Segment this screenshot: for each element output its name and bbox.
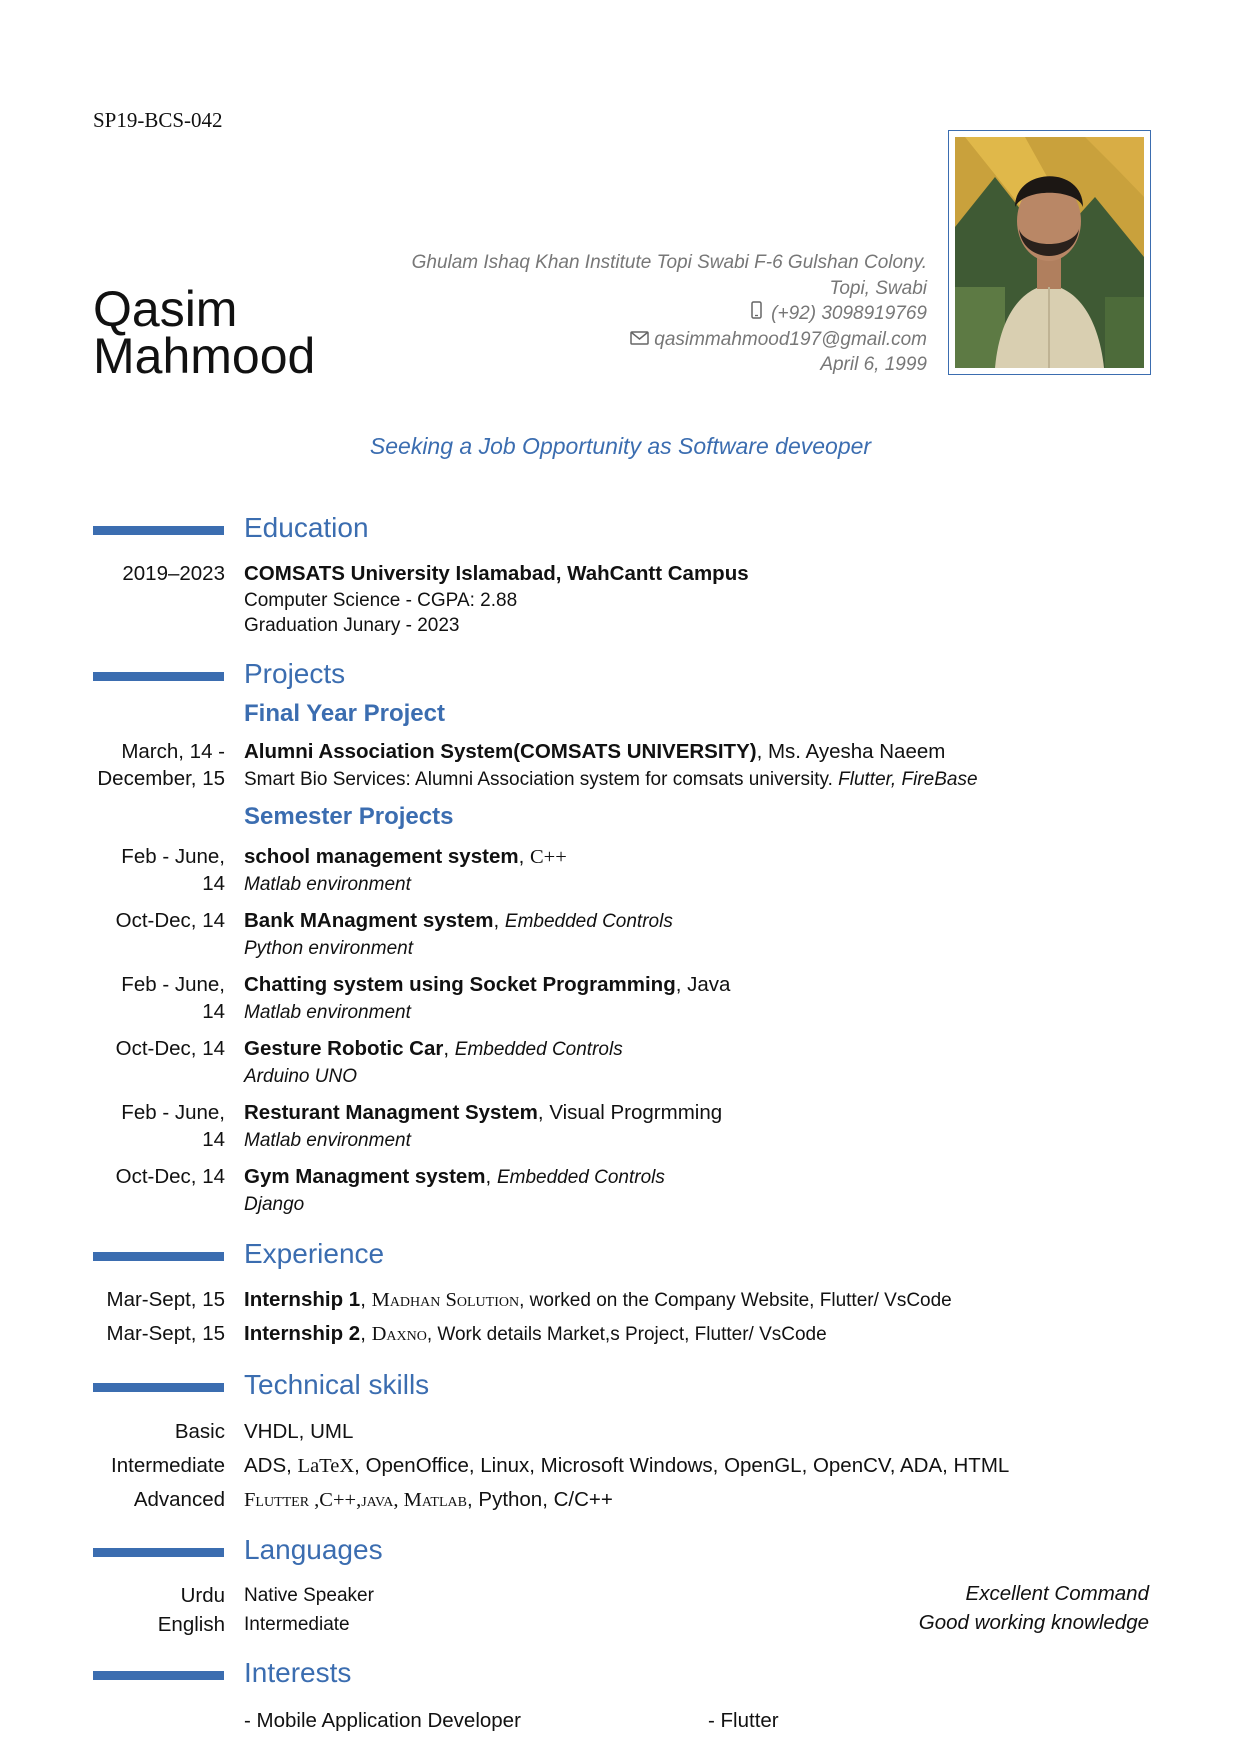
phone-row: [307, 301, 927, 327]
fyp-title-row: [244, 738, 945, 765]
project-name: school management system: [244, 845, 519, 868]
project-env: Matlab environment: [244, 1002, 411, 1023]
section-title-education: Education: [244, 512, 369, 543]
separator: ,: [360, 1322, 372, 1345]
project-env: Arduino UNO: [244, 1066, 357, 1087]
project-date: [65, 1035, 225, 1062]
project-title-row: [244, 971, 730, 998]
mobile-phone-icon: [746, 301, 766, 327]
section-title-skills: Technical skills: [244, 1369, 430, 1400]
project-title-row: [244, 1099, 722, 1126]
separator: ,: [675, 973, 688, 996]
experience-desc: , Work details Market,s Project, Flutter/ VsCode: [426, 1324, 827, 1345]
separator: ,: [485, 1165, 497, 1188]
project-env: Python environment: [244, 938, 413, 959]
address-line-1: Ghulam Ishaq Khan Institute Topi Swabi F-6 Gulshan Colony.: [411, 252, 927, 273]
registration-number: SP19-BCS-042: [93, 108, 223, 132]
education-graduation: Graduation Junary - 2023: [244, 615, 460, 636]
separator: ,: [443, 1037, 455, 1060]
language-level: Native Speaker: [244, 1585, 374, 1606]
project-name: Gym Managment system: [244, 1165, 486, 1188]
skills-advanced: [244, 1486, 613, 1514]
separator: ,: [518, 845, 530, 868]
project-lang: Embedded Controls: [496, 1167, 665, 1188]
fyp-date-end: December, 15: [97, 767, 225, 790]
experience-date: Mar-Sept, 15: [106, 1322, 225, 1345]
fyp-desc-row: [244, 766, 978, 793]
project-lang: C++: [529, 846, 567, 868]
section-bar: [93, 1671, 224, 1680]
skills-intermediate: [244, 1452, 1009, 1480]
date-of-birth: April 6, 1999: [820, 354, 927, 375]
project-name: Gesture Robotic Car: [244, 1037, 444, 1060]
experience-date: Mar-Sept, 15: [106, 1288, 225, 1311]
project-name: Resturant Managment System: [244, 1101, 538, 1124]
experience-role: Internship 2: [244, 1322, 361, 1345]
fyp-supervisor: , Ms. Ayesha Naeem: [756, 740, 946, 763]
first-name: Qasim: [93, 281, 238, 337]
portrait-illustration: [955, 137, 1144, 368]
candidate-name: [93, 281, 316, 384]
project-name: Chatting system using Socket Programming: [244, 973, 676, 996]
project-date: [65, 1163, 225, 1190]
project-title-row: [244, 1035, 623, 1063]
subsection-final-year-project: Final Year Project: [244, 700, 445, 727]
skill-level-label: Intermediate: [111, 1454, 225, 1477]
project-date: [65, 907, 225, 934]
skills-advanced-rest: , Python, C/C++: [467, 1488, 613, 1511]
experience-company: Daxno: [371, 1323, 427, 1345]
career-objective: Seeking a Job Opportunity as Software deveoper: [369, 433, 872, 459]
project-env: Matlab environment: [244, 1130, 411, 1151]
project-date: [65, 843, 225, 897]
envelope-icon: [629, 327, 649, 353]
phone-number[interactable]: (+92) 3098919769: [771, 303, 927, 324]
skills-intermediate-post: , OpenOffice, Linux, Microsoft Windows, OpenGL, OpenCV, ADA, HTML: [354, 1454, 1010, 1477]
separator: ,: [493, 909, 505, 932]
language-level: Intermediate: [244, 1614, 350, 1635]
project-date-start: Feb - June,: [121, 973, 225, 996]
project-env: Django: [244, 1194, 305, 1215]
project-title-row: [244, 1163, 665, 1191]
fyp-name: Alumni Association System(COMSATS UNIVERSITY): [244, 740, 757, 763]
latex-logo: LaTeX: [297, 1455, 355, 1477]
section-bar: [93, 526, 224, 535]
skills-advanced-smallcaps: Flutter ,C++,java, Matlab: [244, 1489, 467, 1511]
language-comment: Excellent Command: [965, 1582, 1149, 1605]
experience-role: Internship 1: [244, 1288, 361, 1311]
project-lang: Embedded Controls: [454, 1039, 623, 1060]
project-date-start: Feb - June,: [121, 1101, 225, 1124]
project-date-start: Oct-Dec, 14: [115, 1037, 225, 1060]
experience-row: [244, 1320, 827, 1348]
separator: ,: [537, 1101, 550, 1124]
project-title-row: [244, 907, 673, 935]
experience-company: Madhan Solution: [371, 1289, 520, 1311]
skill-level-label: Basic: [174, 1420, 225, 1443]
section-title-languages: Languages: [244, 1534, 383, 1565]
project-date-end: 14: [202, 1128, 225, 1151]
fyp-description: Smart Bio Services: Alumni Association system for comsats university.: [244, 769, 833, 790]
skills-intermediate-pre: ADS,: [244, 1454, 298, 1477]
section-bar: [93, 672, 224, 681]
skill-level-label: Advanced: [133, 1488, 225, 1511]
language-name: English: [157, 1613, 225, 1636]
project-date: [65, 971, 225, 1025]
subsection-semester-projects: Semester Projects: [244, 803, 454, 830]
last-name: Mahmood: [93, 328, 316, 384]
section-bar: [93, 1252, 224, 1261]
education-date: 2019–2023: [122, 562, 225, 585]
project-lang: Visual Progrmming: [549, 1101, 723, 1124]
education-school: COMSATS University Islamabad, WahCantt Campus: [244, 562, 749, 585]
project-env: Matlab environment: [244, 874, 411, 895]
fyp-date-start: March, 14 -: [121, 740, 225, 763]
project-name: Bank MAnagment system: [244, 909, 494, 932]
address-line-2: Topi, Swabi: [829, 277, 927, 299]
section-title-experience: Experience: [244, 1238, 385, 1269]
fyp-tech: Flutter, FireBase: [838, 769, 978, 790]
education-degree: Computer Science - CGPA: 2.88: [244, 590, 518, 611]
language-comment: Good working knowledge: [918, 1611, 1149, 1634]
experience-desc: , worked on the Company Website, Flutter/ VsCode: [519, 1290, 952, 1311]
separator: ,: [360, 1288, 372, 1311]
project-date: [65, 1099, 225, 1153]
section-bar: [93, 1383, 224, 1392]
project-lang: Java: [687, 973, 731, 996]
email-link[interactable]: qasimmahmood197@gmail.com: [654, 328, 927, 350]
email-row: [307, 327, 927, 353]
fyp-date: [65, 738, 225, 792]
project-date-end: 14: [202, 872, 225, 895]
project-title-row: [244, 843, 567, 871]
language-name: Urdu: [180, 1584, 225, 1607]
skills-basic: VHDL, UML: [244, 1420, 354, 1443]
section-title-projects: Projects: [244, 658, 346, 689]
contact-block: [307, 250, 927, 378]
experience-row: [244, 1286, 952, 1314]
project-date-start: Oct-Dec, 14: [115, 909, 225, 932]
project-date-start: Oct-Dec, 14: [115, 1165, 225, 1188]
profile-photo: [948, 130, 1151, 375]
project-date-start: Feb - June,: [121, 845, 225, 868]
interest-item: - Mobile Application Developer: [244, 1709, 521, 1732]
section-title-interests: Interests: [244, 1657, 352, 1688]
project-date-end: 14: [202, 1000, 225, 1023]
project-lang: Embedded Controls: [504, 911, 673, 932]
section-bar: [93, 1548, 224, 1557]
interest-item: - Flutter: [708, 1709, 779, 1732]
